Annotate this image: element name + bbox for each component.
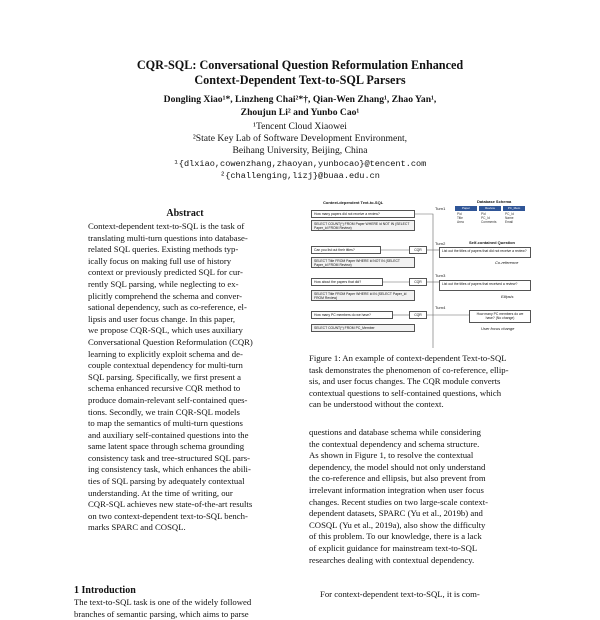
col-name: Email — [505, 220, 513, 224]
col-name: Pid — [481, 212, 486, 216]
body-line: dependency, the model should not only understand — [309, 461, 486, 472]
affiliation-1: ¹Tencent Cloud Xiaowei — [253, 121, 347, 132]
abstract-line: CQR-SQL achieves new state-of-the-art results — [88, 499, 253, 510]
title-line-1: CQR-SQL: Conversational Question Reformulation Enhanced — [136, 58, 464, 72]
abstract-body — [88, 221, 294, 534]
self-contained-question: How many PC members do we have? (No change) — [469, 310, 531, 323]
abstract-line: couple contextual dependency for multi-turn — [88, 360, 243, 371]
caption-line: contextual questions to self-contained questions, which — [309, 387, 502, 398]
body-line: irrelevant information integration when user focus — [309, 484, 484, 495]
body-line: As shown in Figure 1, to resolve the contextual — [309, 450, 474, 461]
cqr-badge: CQR — [409, 311, 427, 319]
tag-co-reference: Co-reference — [495, 260, 519, 265]
abstract-line: related SQL queries. Existing methods typ- — [88, 244, 239, 255]
turn-label: Turn4 — [435, 305, 446, 310]
question-box: How many papers did not receive a review? — [311, 210, 415, 218]
intro-line: branches of semantic parsing, which aims to parse — [74, 608, 249, 619]
caption-line: can be understood without the context. — [309, 399, 444, 410]
caption-line: sis, and user focus changes. The CQR module converts — [309, 376, 501, 387]
author-list — [0, 93, 600, 119]
abstract-line: context or previously predicted SQL for cur- — [88, 267, 243, 278]
col-name: Comments — [481, 220, 497, 224]
body-line: dependent datasets, SPARC (Yu et al., 2019b) and — [309, 508, 483, 519]
turn-label: Turn3 — [435, 273, 446, 278]
col-name: Name — [505, 216, 514, 220]
body-line: of explicit guidance for mainstream text-to-SQL — [309, 542, 478, 553]
abstract-heading: Abstract — [166, 208, 204, 219]
self-contained-question: List out the titles of papers that did not receive a review? — [439, 247, 531, 258]
abstract-line: produce domain-relevant self-contained ques- — [88, 394, 248, 405]
question-box: Can you list out their titles? — [311, 246, 381, 254]
turn-label: Turn1 — [435, 206, 446, 211]
abstract-line: ing consistency task, which enhances the abili- — [88, 464, 251, 475]
body-line: the co-reference and ellipsis, but also prevent from — [309, 473, 486, 484]
introduction-body — [74, 597, 296, 620]
affiliation-2a: ²State Key Lab of Software Development Environment, — [192, 133, 408, 145]
table-paper-header: Paper — [455, 206, 477, 211]
abstract-line: SQL parsing. Specifically, we first present a — [88, 371, 242, 382]
abstract-line: same latent space through schema grounding — [88, 441, 245, 452]
col-name: PC_Id — [481, 216, 490, 220]
body-line: questions and database schema while considering — [309, 427, 482, 437]
col-name: Pid — [457, 212, 462, 216]
abstract-line: ically focus on making full use of history — [88, 255, 232, 266]
table-pcmem-header: PC_Mem — [503, 206, 525, 211]
tag-user-focus-change: User focus change — [481, 326, 515, 331]
intro-line: The text-to-SQL task is one of the widely followed — [74, 597, 252, 607]
right-column-body — [309, 427, 531, 566]
abstract-line: we propose CQR-SQL, which uses auxiliary — [88, 325, 243, 336]
next-paragraph-line: For context-dependent text-to-SQL, it is com- — [320, 589, 480, 599]
figure-caption — [309, 353, 531, 411]
figure-sc-title: Self-contained Question — [469, 240, 516, 245]
abstract-line: marks SPARC and COSQL. — [88, 522, 186, 533]
body-line: researches dealing with contextual dependency. — [309, 554, 475, 565]
col-name: Area — [457, 220, 464, 224]
abstract-line: translating multi-turn questions into database- — [88, 232, 248, 243]
abstract-line: Conversational Question Reformulation (CQR) — [88, 336, 253, 347]
email-2: ²{challenging,lizj}@buaa.edu.cn — [220, 170, 380, 181]
cqr-badge: CQR — [409, 278, 427, 286]
body-line: the contextual dependency and schema structure. — [309, 438, 480, 449]
figure-connectors — [309, 200, 534, 348]
title-line-2: Context-Dependent Text-to-SQL Parsers — [194, 73, 406, 87]
section-heading-introduction: 1 Introduction — [74, 585, 136, 596]
abstract-line: plicitly comprehend the schema and conver- — [88, 290, 242, 301]
caption-line: task demonstrates the phenomenon of co-reference, ellip- — [309, 364, 509, 375]
sql-box: SELECT COUNT(*) FROM PC_Member — [311, 324, 415, 332]
figure-db-title: Database Schema — [477, 199, 512, 204]
tag-ellipsis: Ellipsis — [501, 294, 514, 299]
abstract-line: ties of SQL parsing by adequately contextual — [88, 476, 245, 487]
authors-line-2: Zhoujun Li² and Yunbo Cao¹ — [240, 107, 360, 118]
body-line: changes. Recent studies on two large-scale context- — [309, 496, 489, 507]
sql-box: SELECT Title FROM Paper WHERE id IN (SELECT Paper_id FROM Review) — [311, 290, 415, 301]
abstract-line: Context-dependent text-to-SQL is the task of — [88, 221, 245, 231]
figure-left-title: Context-dependent Text-to-SQL — [323, 200, 384, 205]
paper-title — [0, 58, 600, 88]
affiliation-2b: Beihang University, Beijing, China — [232, 145, 368, 157]
col-name: PC_Id — [505, 212, 514, 216]
body-line: COSQL (Yu et al., 2019a), also show the difficulty — [309, 519, 486, 530]
abstract-line: schema enhanced recursive CQR method to — [88, 383, 241, 394]
abstract-line: understanding. At the time of writing, our — [88, 487, 233, 498]
abstract-line: lipsis and user focus change. In this paper, — [88, 313, 236, 324]
self-contained-question: List out the titles of papers that received a review? — [439, 280, 531, 291]
table-review-header: Review — [479, 206, 501, 211]
sql-box: SELECT COUNT(*) FROM Paper WHERE id NOT IN (SELECT Paper_id FROM Review) — [311, 220, 415, 231]
col-name: Title — [457, 216, 463, 220]
figure-1 — [309, 200, 534, 348]
caption-line: Figure 1: An example of context-dependent Text-to-SQL — [309, 353, 507, 363]
cqr-badge: CQR — [409, 246, 427, 254]
affiliations — [0, 121, 600, 182]
authors-line-1: Dongling Xiao¹*, Linzheng Chai²*†, Qian-Wen Zhang¹, Zhao Yan¹, — [163, 94, 437, 105]
email-1: ¹{dlxiao,cowenzhang,zhaoyan,yunbocao}@tencent.com — [173, 158, 427, 169]
question-box: How many PC members do we have? — [311, 311, 393, 319]
abstract-line: and auxiliary self-contained questions into the — [88, 429, 249, 440]
question-box: How about the papers that did? — [311, 278, 383, 286]
abstract-line: sational dependency, such as co-reference, el- — [88, 302, 247, 313]
sql-box: SELECT Title FROM Paper WHERE id NOT IN (SELECT Paper_id FROM Review) — [311, 257, 415, 268]
abstract-line: tions. Secondly, we train CQR-SQL models — [88, 406, 240, 417]
body-line: of this problem. To our knowledge, there is a lack — [309, 531, 482, 542]
abstract-line: to map the semantics of multi-turn questions — [88, 418, 243, 429]
abstract-line: on two context-dependent text-to-SQL bench- — [88, 510, 248, 521]
abstract-line: learning to explicitly exploit schema and de- — [88, 348, 243, 359]
abstract-line: consistency task and tree-structured SQL pars- — [88, 452, 251, 463]
turn-label: Turn2 — [435, 241, 446, 246]
abstract-line: rently SQL parsing, while neglecting to ex- — [88, 278, 239, 289]
